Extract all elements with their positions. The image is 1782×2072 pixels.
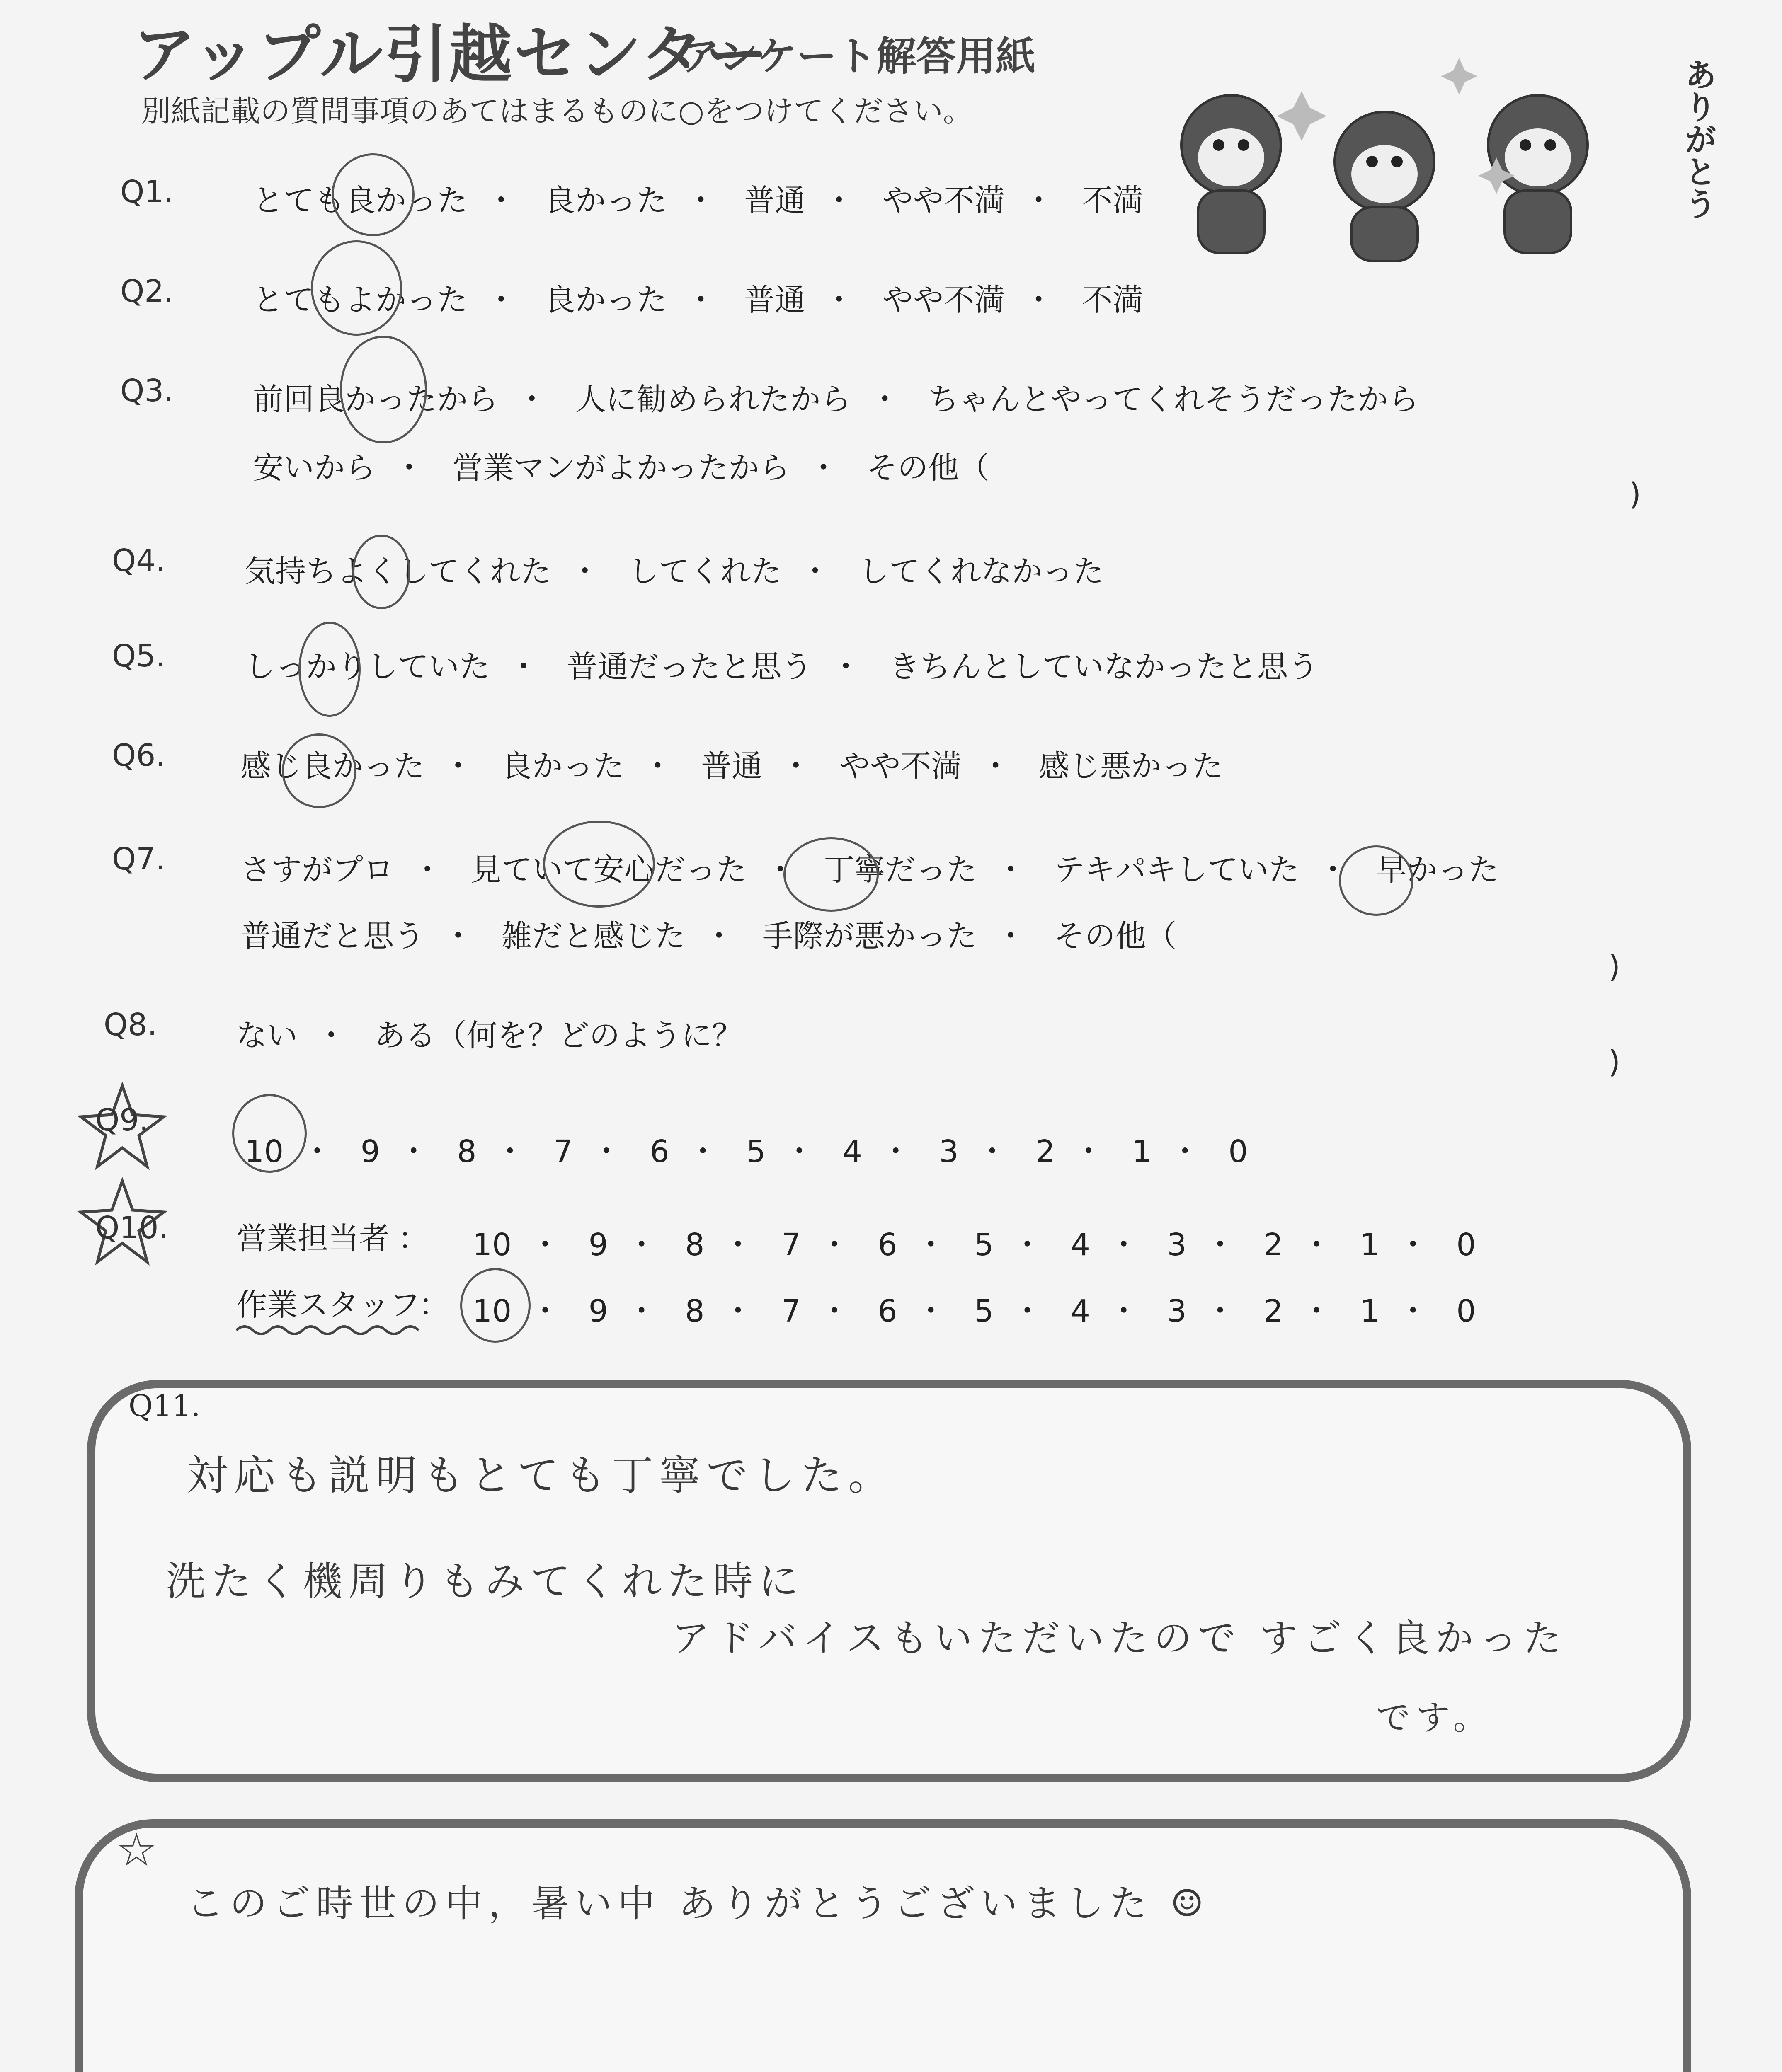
extra-star-mark: ☆ [116, 1823, 157, 1876]
q7-option-3[interactable]: 丁寧だった [824, 852, 977, 888]
q10-sales-score-8[interactable]: 8 [685, 1227, 705, 1263]
form-title: アンケート解答用紙 [680, 33, 1036, 80]
q7-answer-circle-2 [783, 837, 879, 912]
q9-score-3[interactable]: 3 [939, 1134, 959, 1169]
q10-sales-score-3[interactable]: 3 [1167, 1227, 1187, 1263]
q9-label: Q9. [95, 1102, 149, 1138]
q1-option-2[interactable]: 良かった [544, 183, 667, 218]
q7-option-6[interactable]: 普通だと思う [240, 918, 424, 954]
q8-option-1[interactable]: ない [236, 1018, 298, 1053]
q11-comment-line-1: 対応も説明もとても丁寧でした。 [187, 1451, 895, 1500]
q11-label: Q11. [128, 1388, 201, 1423]
q4-option-3[interactable]: してくれなかった [858, 554, 1104, 589]
q9-score-7[interactable]: 7 [553, 1134, 573, 1169]
q10-sales-scale: 10 ・ 9 ・ 8 ・ 7 ・ 6 ・ 5 ・ 4 ・ 3 ・ 2 ・ 1 ・ 0 [473, 1227, 1476, 1263]
q9-score-2[interactable]: 2 [1035, 1134, 1055, 1169]
q7-answer-circle-1 [543, 821, 655, 908]
q9-score-4[interactable]: 4 [842, 1134, 862, 1169]
q5-answer-circle [298, 622, 361, 717]
q10-staff-score-9[interactable]: 9 [588, 1293, 608, 1329]
q5-label: Q5. [112, 638, 165, 674]
q1-options: とても良かった ・ 良かった ・ 普通 ・ やや不満 ・ 不満 [253, 183, 1144, 218]
q10-staff-score-3[interactable]: 3 [1167, 1293, 1187, 1329]
q2-label: Q2. [120, 274, 174, 309]
extra-comment-line: このご時世の中，暑い中 ありがとうございました ☺ [187, 1882, 1210, 1925]
q10-sales-score-0[interactable]: 0 [1456, 1227, 1476, 1263]
q4-option-1[interactable]: 気持ちよくしてくれた [245, 554, 551, 589]
q4-option-2[interactable]: してくれた [628, 554, 782, 589]
q4-label: Q4. [112, 543, 165, 579]
q6-answer-circle [282, 733, 356, 808]
q6-option-2[interactable]: 良かった [501, 748, 624, 784]
q3-options-line2: 安いから ・ 営業マンがよかったから ・ その他（ [253, 450, 990, 486]
q10-sales-score-7[interactable]: 7 [781, 1227, 801, 1263]
q3-option-5[interactable]: 営業マンがよかったから [452, 450, 790, 486]
q7-option-4[interactable]: テキパキしていた [1054, 852, 1300, 888]
q6-option-5[interactable]: 感じ悪かった [1039, 748, 1223, 784]
q7-option-2[interactable]: 見ていて安心だった [470, 852, 747, 888]
q9-answer-circle [232, 1094, 307, 1173]
q1-option-1[interactable]: とても良かった [253, 183, 468, 218]
q2-option-3[interactable]: 普通 [744, 282, 806, 318]
q10-sales-score-10[interactable]: 10 [473, 1227, 512, 1263]
q9-score-5[interactable]: 5 [746, 1134, 766, 1169]
q3-options-line1: 前回良かったから ・ 人に勧められたから ・ ちゃんとやってくれそうだったから [253, 382, 1419, 417]
q6-option-3[interactable]: 普通 [701, 748, 763, 784]
q10-staff-answer-circle [460, 1268, 531, 1343]
q10-staff-underline [236, 1322, 419, 1340]
q2-answer-circle [311, 240, 402, 336]
q4-answer-circle [352, 535, 410, 609]
q9-score-0[interactable]: 0 [1228, 1134, 1248, 1169]
q8-option-2[interactable]: ある（何を？どのように？ [374, 1018, 743, 1053]
instruction-text: 別紙記載の質問事項のあてはまるものに○をつけてください。 [141, 94, 973, 128]
q2-option-2[interactable]: 良かった [544, 282, 667, 318]
q7-option-7[interactable]: 雑だと感じた [501, 918, 686, 954]
q5-options: しっかりしていた ・ 普通だったと思う ・ きちんとしていなかったと思う [245, 649, 1319, 685]
q10-staff-score-2[interactable]: 2 [1263, 1293, 1283, 1329]
q1-answer-circle [332, 153, 415, 236]
q6-options: 感じ良かった ・ 良かった ・ 普通 ・ やや不満 ・ 感じ悪かった [240, 748, 1223, 784]
q10-sales-score-5[interactable]: 5 [974, 1227, 994, 1263]
q10-staff-score-4[interactable]: 4 [1070, 1293, 1090, 1329]
q3-answer-circle [340, 336, 427, 443]
q10-staff-score-0[interactable]: 0 [1456, 1293, 1476, 1329]
q7-answer-circle-3 [1339, 845, 1413, 916]
q3-option-1[interactable]: 前回良かったから [253, 382, 498, 417]
q10-staff-score-6[interactable]: 6 [878, 1293, 897, 1329]
q1-option-3[interactable]: 普通 [744, 183, 806, 218]
q9-score-9[interactable]: 9 [360, 1134, 380, 1169]
q9-score-8[interactable]: 8 [457, 1134, 477, 1169]
q9-scale: 10 ・ 9 ・ 8 ・ 7 ・ 6 ・ 5 ・ 4 ・ 3 ・ 2 ・ 1 ・ 0 [245, 1134, 1248, 1169]
q2-option-5[interactable]: 不満 [1082, 282, 1144, 318]
q10-sales-label: 営業担当者 [236, 1221, 390, 1256]
q7-label: Q7. [112, 841, 165, 877]
q5-option-1[interactable]: しっかりしていた [245, 649, 490, 685]
q5-option-2[interactable]: 普通だったと思う [567, 649, 812, 685]
q7-option-1[interactable]: さすがプロ [240, 852, 394, 888]
q3-option-3[interactable]: ちゃんとやってくれそうだったから [928, 382, 1419, 417]
q10-staff-scale: 10 ・ 9 ・ 8 ・ 7 ・ 6 ・ 5 ・ 4 ・ 3 ・ 2 ・ 1 ・ 0 [473, 1293, 1476, 1329]
q10-staff-score-10[interactable]: 10 [473, 1293, 512, 1329]
q2-options: とてもよかった ・ 良かった ・ 普通 ・ やや不満 ・ 不満 [253, 282, 1144, 318]
q1-option-4[interactable]: やや不満 [882, 183, 1005, 218]
q3-option-2[interactable]: 人に勧められたから [575, 382, 851, 417]
monkey-mascot-icon [1152, 33, 1666, 265]
q7-options-line1: さすがプロ ・ 見ていて安心だった ・ 丁寧だった ・ テキパキしていた ・ 早かった [240, 852, 1499, 888]
company-name: アップル引越センター [133, 18, 770, 91]
q10-sales-score-4[interactable]: 4 [1070, 1227, 1090, 1263]
q9-score-10[interactable]: 10 [245, 1134, 284, 1169]
q3-option-4[interactable]: 安いから [253, 450, 376, 486]
q7-option-5[interactable]: 早かった [1376, 852, 1499, 888]
q10-staff-score-5[interactable]: 5 [974, 1293, 994, 1329]
q11-comment-line-4: です。 [1376, 1698, 1493, 1738]
q10-sales-colon: ： [398, 1221, 429, 1256]
q10-sales-score-9[interactable]: 9 [588, 1227, 608, 1263]
q9-score-6[interactable]: 6 [650, 1134, 669, 1169]
q2-option-4[interactable]: やや不満 [882, 282, 1005, 318]
q10-staff-colon: ： [419, 1287, 449, 1323]
q10-sales-score-1[interactable]: 1 [1360, 1227, 1380, 1263]
q3-option-6[interactable]: その他（ [867, 450, 990, 486]
q10-staff-label: 作業スタッフ [236, 1287, 420, 1323]
q8-close: ) [1608, 1044, 1620, 1080]
q11-comment-line-3: アドバイスもいただいたので すごく良かった [672, 1616, 1567, 1661]
q1-option-5[interactable]: 不満 [1082, 183, 1144, 218]
q1-label: Q1. [120, 174, 174, 210]
q6-option-4[interactable]: やや不満 [839, 748, 962, 784]
extra-comment-box [75, 1819, 1691, 2072]
q7-option-9[interactable]: その他（ [1054, 918, 1177, 954]
q6-option-1[interactable]: 感じ良かった [240, 748, 424, 784]
q2-option-1[interactable]: とてもよかった [253, 282, 468, 318]
q10-staff-score-1[interactable]: 1 [1360, 1293, 1380, 1329]
q10-sales-score-2[interactable]: 2 [1263, 1227, 1283, 1263]
q9-score-1[interactable]: 1 [1132, 1134, 1152, 1169]
q8-label: Q8. [104, 1007, 157, 1043]
q7-other-close: ) [1608, 949, 1620, 985]
q6-label: Q6. [112, 738, 165, 773]
q10-label: Q10. [95, 1210, 168, 1246]
q3-other-close: ) [1629, 477, 1641, 512]
q8-options: ない ・ ある（何を？どのように？ [236, 1018, 743, 1053]
q10-staff-score-8[interactable]: 8 [685, 1293, 705, 1329]
q7-option-8[interactable]: 手際が悪かった [762, 918, 977, 954]
q11-comment-line-2: 洗たく機周りもみてくれた時に [166, 1558, 804, 1605]
q10-staff-score-7[interactable]: 7 [781, 1293, 801, 1329]
q10-sales-score-6[interactable]: 6 [878, 1227, 897, 1263]
q4-options: 気持ちよくしてくれた ・ してくれた ・ してくれなかった [245, 554, 1104, 589]
q5-option-3[interactable]: きちんとしていなかったと思う [889, 649, 1319, 685]
mascot-speech-text: ありがとう [1679, 58, 1717, 220]
q7-options-line2: 普通だと思う ・ 雑だと感じた ・ 手際が悪かった ・ その他（ [240, 918, 1177, 954]
q3-label: Q3. [120, 373, 174, 409]
